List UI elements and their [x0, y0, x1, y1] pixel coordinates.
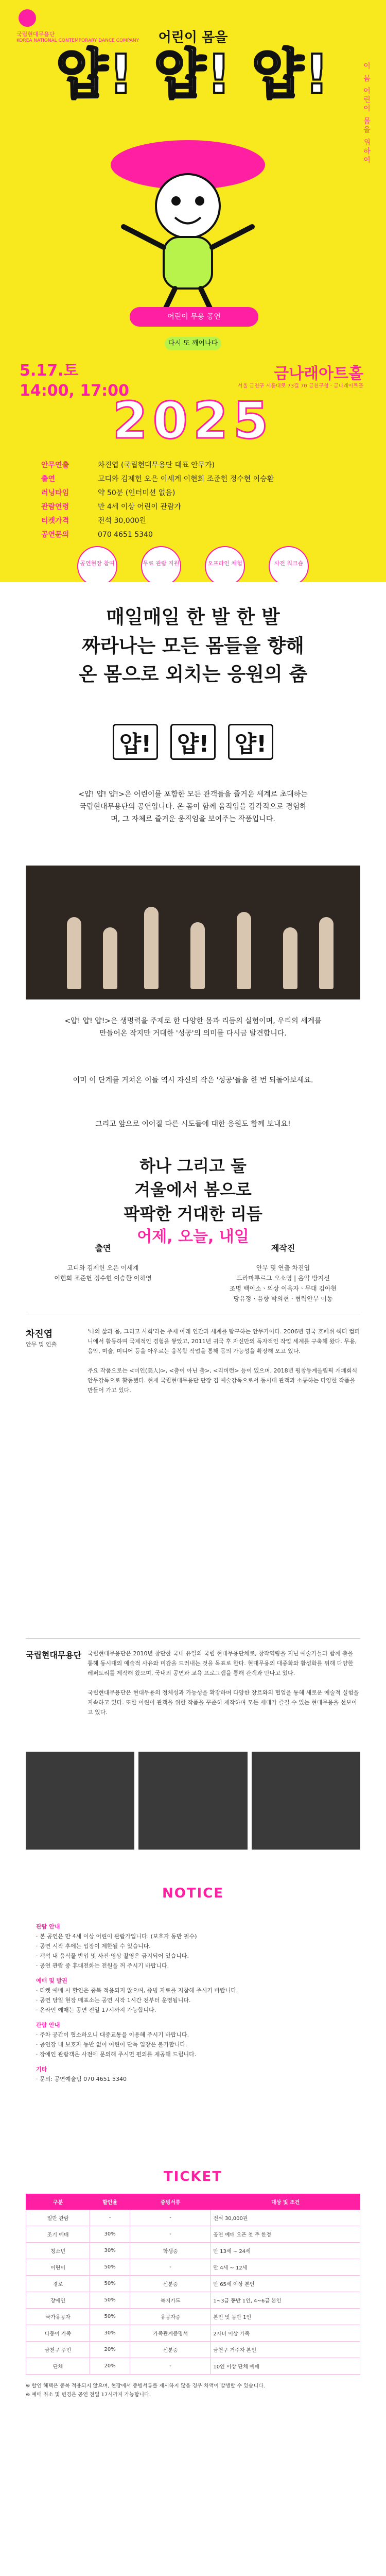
notice-item: · 본 공연은 만 4세 이상 어린이 관람가입니다. (보호자 동반 필수)	[36, 1933, 197, 1940]
company-logo	[19, 9, 36, 27]
cast-section	[0, 1242, 386, 1551]
program-circle: 무료 관람 지원	[141, 546, 181, 582]
notice-item: · 장애인 관람객은 사전에 문의해 주시면 편의를 제공해 드립니다.	[36, 2051, 197, 2058]
ticket-cell: 20%	[90, 2342, 130, 2358]
table-row	[26, 2243, 360, 2259]
info-key: 안무연출	[41, 461, 69, 469]
ribbon-pill: 다시 또 깨어나다	[165, 337, 221, 350]
ticket-cell: 어린이	[26, 2259, 90, 2276]
ticket-cell: 신분증	[130, 2342, 211, 2358]
notice-heading: 기타	[36, 2066, 47, 2073]
ticket-cell: 학생증	[130, 2243, 211, 2259]
intro-paragraph: <얍! 얍! 얍!>은 어린이를 포함한 모든 관객들을 즐거운 세계로 초대하는 국립현대무용단의 공연입니다. 온 몸이 함께 움직임을 감각적으로 경험하며, 그 자체로 즐거운 움직임을 보여주는 작품입니다.	[78, 790, 308, 823]
ticket-cell: 30%	[90, 2325, 130, 2342]
ticket-cell: -	[130, 2210, 211, 2226]
notice-list	[36, 1917, 355, 2084]
slogan: 하나 그리고 둘 겨울에서 봄으로 팍팍한 거대한 리듬	[124, 1156, 262, 1224]
genre-pill: 어린이 무용 공연	[130, 307, 258, 327]
table-row	[26, 2309, 360, 2325]
title-word: 얍!	[56, 43, 134, 106]
ticket-cell: 장애인	[26, 2292, 90, 2309]
notice-item: · 공연 당일 현장 매표소는 공연 시작 1시간 전부터 운영됩니다.	[36, 1997, 191, 2004]
ticket-cell: 30%	[90, 2243, 130, 2259]
gallery-photo	[138, 1752, 247, 1850]
program-circle: 오프라인 체험	[205, 546, 245, 582]
ticket-cell: 가족관계증명서	[130, 2325, 211, 2342]
ticket-cell: 만 65세 이상 본인	[211, 2276, 360, 2292]
slogan-accent: 어제, 오늘, 내일	[137, 1228, 249, 1246]
notice-item: · 공연 관람 중 휴대전화는 전원을 꺼 주시기 바랍니다.	[36, 1962, 169, 1969]
venue-name: 금나래아트홀	[274, 365, 363, 383]
ticket-cell: 공연 예매 오픈 첫 주 한정	[211, 2226, 360, 2243]
venue-address: 서울 금천구 시흥대로 73길 70 금천구청 · 금나래아트홀	[237, 383, 363, 389]
notice-item: · 문의: 공연예술팀 070 4651 5340	[36, 2076, 127, 2082]
info-row	[41, 500, 345, 514]
ticket-cell: 신분증	[130, 2276, 211, 2292]
ticket-cell: 일반 관람	[26, 2210, 90, 2226]
photo-gallery	[26, 1752, 360, 1850]
program-circles	[77, 546, 309, 582]
person-role: 안무 및 연출	[26, 1341, 57, 1348]
table-row	[26, 2292, 360, 2309]
info-row	[41, 528, 345, 542]
info-value: 고디와 김제헌 오은 이세계 이현희 조준헌 정수현 이승환	[98, 475, 274, 483]
ticket-cell: 본인 및 동반 1인	[211, 2309, 360, 2325]
ticket-cell: 유공자증	[130, 2309, 211, 2325]
hero-poster	[0, 0, 386, 582]
table-row	[26, 2342, 360, 2358]
ticket-header-cell: 구분	[26, 2194, 90, 2210]
logo-word: 얍!	[228, 724, 274, 760]
cast-title: 출연	[95, 1243, 111, 1253]
notice-item: · 공연장 내 보호자 동반 없이 어린이 단독 입장은 불가합니다.	[36, 2041, 187, 2048]
notice-heading: 예매 및 발권	[36, 1977, 67, 1984]
time-line: 14:00, 17:00	[20, 382, 129, 400]
company-bio: 국립현대무용단은 2010년 창단한 국내 유일의 국립 현대무용단체로, 창작역량을 지닌 예술가들과 함께 춤을 통해 동시대의 예술적 사유와 미감을 드러내는 것을 목표로 한다. 현대무용의 대중화와 활성화를 위해 다양한 레퍼토리를 제작해 왔으며, 국내외 공연과 교육 프로그램을 통해 관객과 만나고 있다. 국립현대무용단은 현대무용의 정체성과 가능성을 확장하며 다양한 장르와의 협업을 통해 새로운 예술적 실험을 지속하고 있다. 또한 어린이 관객을 위한 작품을 꾸준히 제작하며 모든 세대가 즐길 수 있는 현대무용을 선보이고 있다.	[87, 1650, 359, 1716]
company-name: 국립현대무용단	[26, 1650, 82, 1660]
ticket-cell: 만 13세 ~ 24세	[211, 2243, 360, 2259]
crew-column	[206, 1242, 360, 1304]
notice-item: · 온라인 예매는 공연 전일 17시까지 가능합니다.	[36, 2007, 156, 2013]
info-key: 관람연령	[41, 503, 69, 511]
logo-word: 얍!	[113, 724, 159, 760]
ticket-cell: 다둥이 가족	[26, 2325, 90, 2342]
intro-section	[0, 582, 386, 1246]
info-value: 전석 30,000원	[98, 517, 147, 525]
ticket-cell: 만 4세 ~ 12세	[211, 2259, 360, 2276]
crew-title: 제작진	[271, 1243, 295, 1253]
cast-column	[26, 1242, 180, 1283]
notice-item: · 주차 공간이 협소하오니 대중교통을 이용해 주시기 바랍니다.	[36, 2031, 189, 2038]
info-key: 티켓가격	[41, 517, 69, 525]
notice-section	[0, 1886, 386, 2174]
ticket-cell: 전석 30,000원	[211, 2210, 360, 2226]
ticket-cell: 20%	[90, 2358, 130, 2375]
ticket-cell: -	[130, 2259, 211, 2276]
ticket-cell: 복지카드	[130, 2292, 211, 2309]
ticket-title: TICKET	[163, 2169, 223, 2184]
notice-title: NOTICE	[162, 1886, 224, 1901]
ticket-cell: 50%	[90, 2276, 130, 2292]
ticket-cell: -	[130, 2226, 211, 2243]
info-row	[41, 514, 345, 528]
ticket-cell: 청소년	[26, 2243, 90, 2259]
title-word: 얍!	[252, 43, 330, 106]
performance-photo	[26, 866, 360, 999]
ticket-header-cell: 증빙서류	[130, 2194, 211, 2210]
info-value: 만 4세 이상 어린이 관람가	[98, 503, 181, 511]
info-row	[41, 459, 345, 472]
notice-heading: 관람 안내	[36, 2022, 60, 2028]
info-value: 차진엽 (국립현대무용단 대표 안무가)	[98, 461, 215, 469]
year-lettering: 2025	[112, 392, 274, 450]
notice-heading: 관람 안내	[36, 1923, 60, 1930]
org-name: 국립현대무용단	[16, 31, 55, 38]
pretitle: 어린이 몸을	[158, 30, 228, 45]
ticket-cell: -	[130, 2358, 211, 2375]
ticket-cell: 경로	[26, 2276, 90, 2292]
program-circle: 공연현장 참여	[77, 546, 117, 582]
ticket-table	[26, 2194, 360, 2375]
table-row	[26, 2210, 360, 2226]
cast-list: 고디와 김제헌 오은 이세계 이현희 조준헌 정수현 이승환 이하영	[54, 1264, 152, 1282]
ticket-header-cell: 할인율	[90, 2194, 130, 2210]
divider	[26, 1638, 360, 1639]
table-row	[26, 2259, 360, 2276]
ticket-cell: 50%	[90, 2259, 130, 2276]
vertical-caption: 이 봄 어린이 몸을 위하여	[362, 62, 371, 165]
ticket-cell: 조기 예매	[26, 2226, 90, 2243]
info-key: 출연	[41, 475, 56, 483]
intro-paragraph: <얍! 얍! 얍!>은 생명력을 주제로 한 다양한 몸과 리듬의 실험이며, 우리의 세계를 만들어온 작지만 거대한 '성공'의 의미를 다시금 발견합니다.	[64, 1017, 322, 1038]
info-value: 약 50분 (인터미션 없음)	[98, 489, 176, 497]
table-row	[26, 2358, 360, 2375]
ticket-cell: -	[90, 2210, 130, 2226]
ticket-cell: 국가유공자	[26, 2309, 90, 2325]
ticket-cell: 10인 이상 단체 예매	[211, 2358, 360, 2375]
notice-item: · 공연 시작 후에는 입장이 제한될 수 있습니다.	[36, 1943, 151, 1950]
info-key: 러닝타임	[41, 489, 69, 497]
table-row	[26, 2325, 360, 2342]
date-line: 5.17.토	[20, 362, 79, 380]
ticket-footnote: ※ 할인 혜택은 중복 적용되지 않으며, 현장에서 증빙서류를 제시하지 않을 경우 차액이 발생할 수 있습니다. ※ 예매 취소 및 변경은 공연 전일 17시까지 가능합니다.	[26, 2383, 265, 2398]
ticket-cell: 50%	[90, 2309, 130, 2325]
table-row	[26, 2276, 360, 2292]
table-row	[26, 2226, 360, 2243]
gallery-photo	[26, 1752, 134, 1850]
ticket-cell: 금천구 거주자 본인	[211, 2342, 360, 2358]
info-value: 070 4651 5340	[98, 531, 153, 539]
ticket-cell: 2자녀 이상 가족	[211, 2325, 360, 2342]
intro-paragraph: 이미 이 단계를 거쳐온 이들 역시 자신의 작은 '성공'들을 한 번 되돌아보세요.	[73, 1076, 313, 1084]
info-row	[41, 486, 345, 500]
title-word: 얍!	[154, 43, 232, 106]
program-circle: 사전 워크숍	[269, 546, 309, 582]
ticket-section	[0, 2169, 386, 2399]
logo-word: 얍!	[170, 724, 216, 760]
info-row	[41, 472, 345, 486]
ticket-cell: 단체	[26, 2358, 90, 2375]
ticket-cell: 50%	[90, 2292, 130, 2309]
info-key: 공연문의	[41, 531, 69, 539]
info-table	[41, 459, 345, 542]
intro-logo	[0, 724, 386, 760]
dancer-illustration	[103, 129, 273, 314]
ticket-cell: 금천구 주민	[26, 2342, 90, 2358]
gallery-photo	[252, 1752, 360, 1850]
person-name: 차진엽	[26, 1329, 53, 1340]
notice-item: · 티켓 예매 시 할인은 중복 적용되지 않으며, 증빙 자료를 지참해 주시기 바랍니다.	[36, 1987, 238, 1994]
ticket-header-cell: 대상 및 조건	[211, 2194, 360, 2210]
ticket-cell: 1~3급 동반 1인, 4~6급 본인	[211, 2292, 360, 2309]
intro-headline: 매일매일 한 발 한 발 짜라나는 모든 몸들을 향해 온 몸으로 외치는 응원의 춤	[78, 606, 308, 685]
ticket-cell: 30%	[90, 2226, 130, 2243]
notice-item: · 객석 내 음식물 반입 및 사진·영상 촬영은 금지되어 있습니다.	[36, 1953, 189, 1959]
show-title	[0, 43, 386, 106]
org-sub: KOREA NATIONAL CONTEMPORARY DANCE COMPANY	[16, 38, 139, 43]
person-bio: '나의 삶과 몸, 그리고 사회'라는 주제 아래 인간과 세계를 탐구하는 안무가이다. 2006년 영국 호페쉬 쉑터 컴퍼니에서 활동하며 국제적인 경험을 쌓았고, 2011년 귀국 후 자신만의 독자적인 작업 세계를 구축해 왔다. 무용, 음악, 미술, 미디어 등을 아우르는 융복합 작업을 통해 몸의 가능성을 확장해 오고 있다. 주요 작품으로는 <미인(美人)>, <춤이 아닌 춤>, <리버런> 등이 있으며, 2018년 평창동계올림픽 개폐회식 안무감독으로 활동했다. 현재 국립현대무용단 단장 겸 예술감독으로서 동시대 관객과 소통하는 다양한 작품을 만들어 가고 있다.	[87, 1328, 360, 1394]
crew-list: 안무 및 연출 차진엽 드라마투르그 오소영 | 음악 방지선 조명 백이소ㆍ의상 이옥자ㆍ무대 김아현 당유정ㆍ음향 박의현ㆍ협력안무 이동	[229, 1264, 337, 1302]
intro-paragraph: 그리고 앞으로 이어질 다른 시도들에 대한 응원도 함께 보내요!	[95, 1120, 291, 1128]
